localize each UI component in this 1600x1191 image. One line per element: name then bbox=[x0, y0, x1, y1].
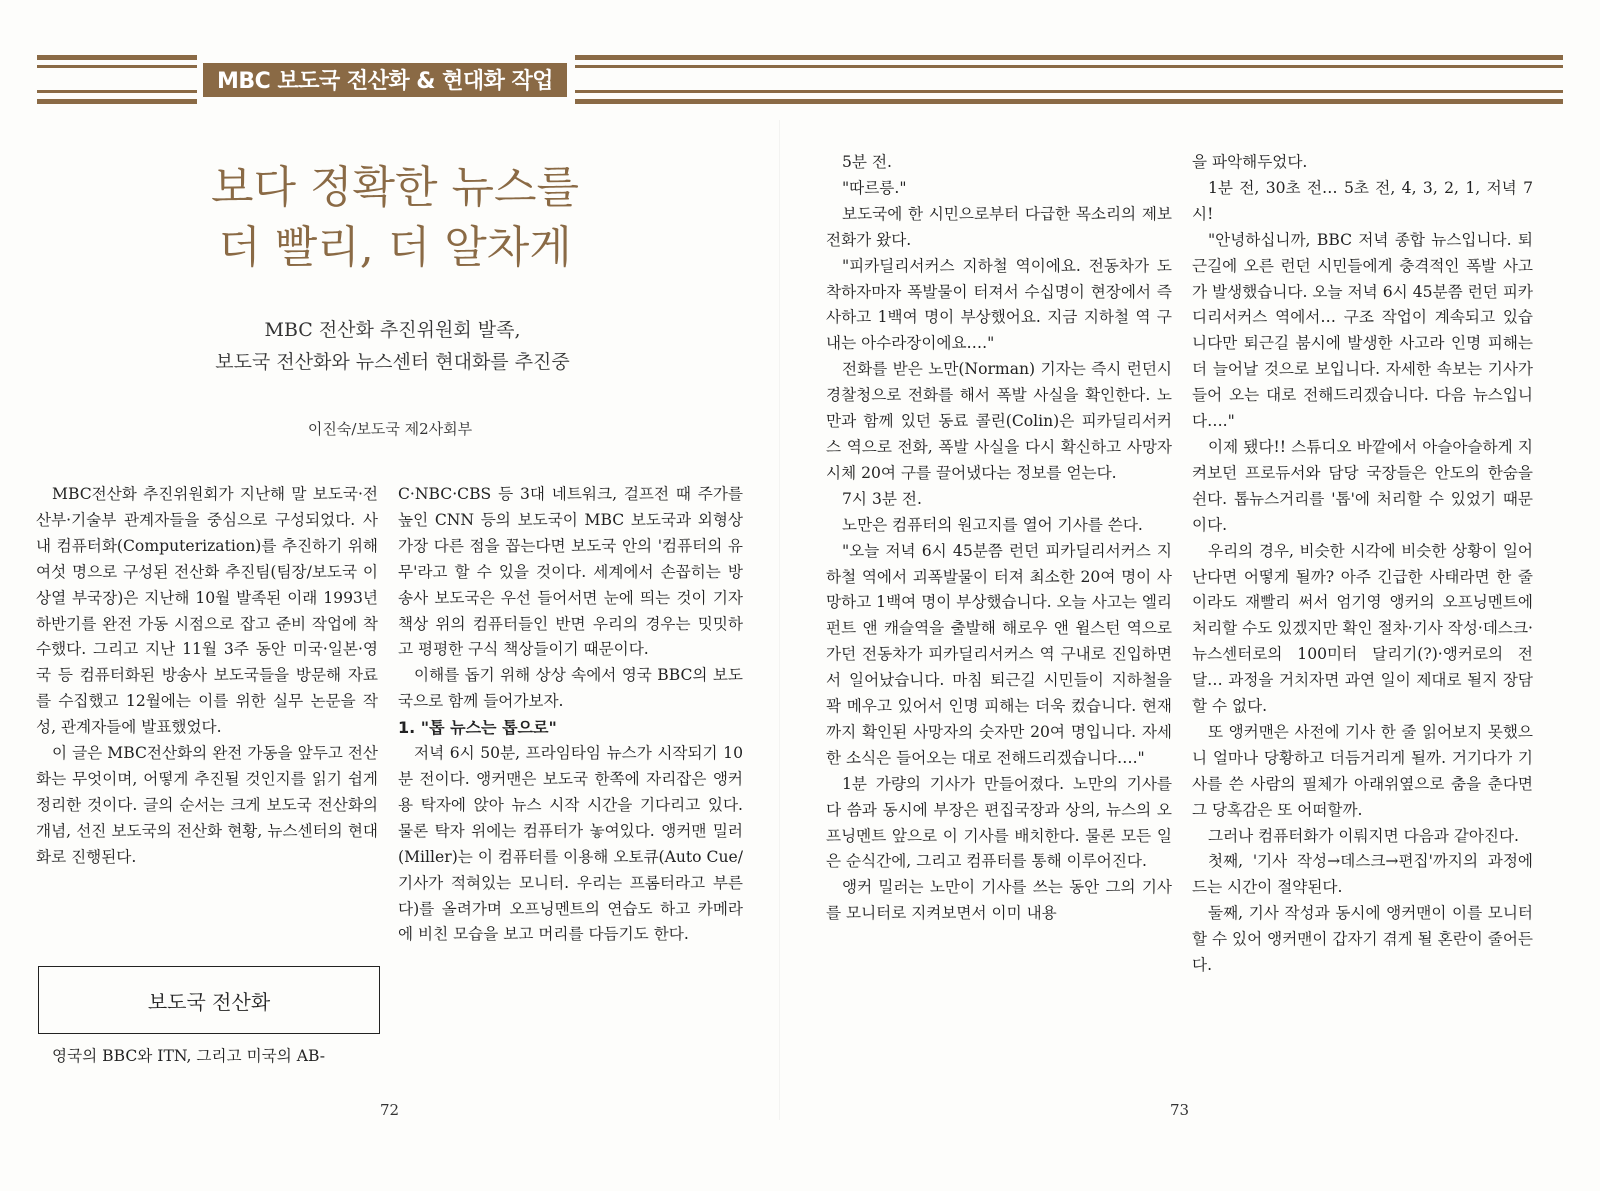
paragraph: 우리의 경우, 비슷한 시각에 비슷한 상황이 일어난다면 어떻게 될까? 아주 긴급한 사태라면 한 줄이라도 재빨리 써서 엄기영 앵커의 오프닝멘트에 처리할 수도 있겠지만 확인 절차·기사 작성·데스크·뉴스센터로의 100미터 달리기(?)·앵커로의 전달… 과정을 거치자면 과연 일이 제대로 될지 장담할 수 없다. bbox=[1192, 541, 1533, 716]
paragraph: 보도국에 한 시민으로부터 다급한 목소리의 제보 전화가 왔다. bbox=[826, 204, 1172, 249]
paragraph: 1분 전, 30초 전… 5초 전, 4, 3, 2, 1, 저녁 7시! bbox=[1192, 178, 1533, 223]
article-title bbox=[160, 158, 630, 278]
title-line-1: 보다 정확한 뉴스를 bbox=[210, 162, 579, 213]
page-number-right: 73 bbox=[1170, 1101, 1190, 1119]
section-label-wrap bbox=[197, 55, 575, 104]
section-box-heading: 보도국 전산화 bbox=[38, 966, 380, 1034]
paragraph: 을 파악해두었다. bbox=[1192, 153, 1308, 171]
paragraph: 이제 됐다!! 스튜디오 바깥에서 아슬아슬하게 지켜보던 프로듀서와 담당 국장들은 안도의 한숨을 쉰다. 톱뉴스거리를 '톱'에 처리할 수 있었기 때문이다. bbox=[1192, 437, 1533, 534]
page-number-left: 72 bbox=[380, 1101, 400, 1119]
paragraph: 1분 가량의 기사가 만들어졌다. 노만의 기사를 다 씀과 동시에 부장은 편집국장과 상의, 뉴스의 오프닝멘트 앞으로 이 기사를 배치한다. 물론 모든 일은 순식간에, 그리고 컴퓨터를 통해 이루어진다. bbox=[826, 774, 1172, 871]
article-subtitle bbox=[140, 314, 645, 378]
paragraph: "오늘 저녁 6시 45분쯤 런던 피카딜리서커스 지하철 역에서 괴폭발물이 터져 최소한 20여 명이 사망하고 1백여 명이 부상했습니다. 오늘 사고는 엘리펀트 앤 캐슬역을 출발해 해로우 앤 윌스턴 역으로 가던 전동차가 피카딜리서커스 역 구내로 진입하면서 일어났습니다. 마침 퇴근길 시민들이 지하철을 꽉 메우고 있어서 인명 피해는 더욱 컸습니다. 현재까지 확인된 사망자의 숫자만 20여 명입니다. 자세한 소식은 들어오는 대로 전해드리겠습니다…." bbox=[826, 541, 1172, 767]
paragraph: 저녁 6시 50분, 프라임타임 뉴스가 시작되기 10분 전이다. 앵커맨은 보도국 한쪽에 자리잡은 앵커용 탁자에 앉아 뉴스 시작 시간을 기다리고 있다. 물론 탁자 위에는 컴퓨터가 놓여있다. 앵커맨 밀러(Miller)는 이 컴퓨터를 이용해 오토큐(Auto Cue/기사가 적혀있는 모니터. 우리는 프롬터라고 부른다)를 올려가며 오프닝멘트의 연습도 하고 카메라에 비친 모습을 보고 머리를 다듬기도 한다. bbox=[398, 744, 743, 944]
paragraph: 또 앵커맨은 사전에 기사 한 줄 읽어보지 못했으니 얼마나 당황하고 더듬거리게 될까. 거기다가 기사를 쓴 사람의 필체가 아래위옆으로 춤을 춘다면 그 당혹감은 또 어떠할까. bbox=[1192, 722, 1533, 819]
text-column-2 bbox=[398, 482, 743, 948]
paragraph: C·NBC·CBS 등 3대 네트워크, 걸프전 때 주가를 높인 CNN 등의 보도국이 MBC 보도국과 외형상 가장 다른 점을 꼽는다면 보도국 안의 '컴퓨터의 유무'라고 할 수 있을 것이다. 세계에서 손꼽히는 방송사 보도국은 우선 들어서면 눈에 띄는 것이 기자 책상 위의 컴퓨터들인 반면 우리의 경우는 밋밋하고 평평한 구식 책상들이기 때문이다. bbox=[398, 485, 743, 659]
section-header-band bbox=[37, 50, 1563, 110]
text-column-1 bbox=[36, 482, 378, 871]
subtitle-line-2: 보도국 전산화와 뉴스센터 현대화를 추진중 bbox=[215, 351, 570, 373]
section-heading: 1. "톱 뉴스는 톱으로" bbox=[398, 718, 557, 738]
paragraph: 5분 전. bbox=[842, 153, 892, 171]
byline: 이진숙/보도국 제2사회부 bbox=[307, 420, 473, 438]
text-column-4 bbox=[1192, 150, 1533, 979]
title-line-2: 더 빨리, 더 알차게 bbox=[218, 222, 572, 273]
paragraph: 그러나 컴퓨터화가 이뤄지면 다음과 같아진다. bbox=[1208, 826, 1519, 845]
paragraph: "피카딜리서커스 지하철 역이에요. 전동차가 도착하자마자 폭발물이 터져서 수십명이 현장에서 즉사하고 1백여 명이 부상했어요. 지금 지하철 역 구내는 아수라장이에요…." bbox=[826, 256, 1172, 353]
paragraph: 앵커 밀러는 노만이 기사를 쓰는 동안 그의 기사를 모니터로 지켜보면서 이미 내용 bbox=[826, 878, 1172, 923]
paragraph: 첫째, '기사 작성→데스크→편집'까지의 과정에 드는 시간이 절약된다. bbox=[1192, 852, 1533, 897]
text-column-3 bbox=[826, 150, 1172, 927]
page-gutter bbox=[779, 120, 780, 1120]
paragraph: 7시 3분 전. bbox=[842, 489, 922, 508]
paragraph: 이 글은 MBC전산화의 완전 가동을 앞두고 전산화는 무엇이며, 어떻게 추진될 것인지를 읽기 쉽게 정리한 것이다. 글의 순서는 크게 보도국 전산화의 개념, 선진 보도국의 전산화 현황, 뉴스센터의 현대화로 진행된다. bbox=[36, 744, 378, 866]
section-label: MBC 보도국 전산화 & 현대화 작업 bbox=[203, 63, 567, 97]
paragraph: 노만은 컴퓨터의 원고지를 열어 기사를 쓴다. bbox=[842, 515, 1143, 534]
paragraph: "안녕하십니까, BBC 저녁 종합 뉴스입니다. 퇴근길에 오른 런던 시민들에게 충격적인 폭발 사고가 발생했습니다. 오늘 저녁 6시 45분쯤 런던 피카디리서커스 역에서… 구조 작업이 계속되고 있습니다만 퇴근길 붐시에 발생한 사고라 인명 피해는 더 늘어날 것으로 보입니다. 자세한 속보는 기사가 들어 오는 대로 전해드리겠습니다. 다음 뉴스입니다…." bbox=[1192, 230, 1533, 431]
subtitle-line-1: MBC 전산화 추진위원회 발족, bbox=[264, 319, 521, 341]
paragraph: 전화를 받은 노만(Norman) 기자는 즉시 런던시 경찰청으로 전화를 해서 폭발 사실을 확인한다. 노만과 함께 있던 동료 콜린(Colin)은 피카딜리서커스 역으로 전화, 폭발 사실을 다시 확신하고 사망자 시체 20여 구를 끌어냈다는 정보를 얻는다. bbox=[826, 360, 1172, 482]
paragraph: 이해를 돕기 위해 상상 속에서 영국 BBC의 보도국으로 함께 들어가보자. bbox=[398, 666, 743, 711]
paragraph: "따르릉." bbox=[842, 178, 907, 197]
paragraph: MBC전산화 추진위원회가 지난해 말 보도국·전산부·기술부 관계자들을 중심으로 구성되었다. 사내 컴퓨터화(Computerization)를 추진하기 위해 여섯 명으로 구성된 전산화 추진팀(팀장/보도국 이상열 부국장)은 지난해 10월 발족된 이래 1993년 하반기를 완전 가동 시점으로 잡고 준비 작업에 착수했다. 그리고 지난 11월 3주 동안 미국·일본·영국 등 컴퓨터화된 방송사 보도국들을 방문해 자료를 수집했고 12월에는 이를 위한 실무 논문을 작성, 관계자들에 발표했었다. bbox=[36, 485, 378, 737]
paragraph: 영국의 BBC와 ITN, 그리고 미국의 AB- bbox=[52, 1047, 326, 1065]
paragraph: 둘째, 기사 작성과 동시에 앵커맨이 이를 모니터할 수 있어 앵커맨이 갑자기 겪게 될 혼란이 줄어든다. bbox=[1192, 904, 1533, 975]
